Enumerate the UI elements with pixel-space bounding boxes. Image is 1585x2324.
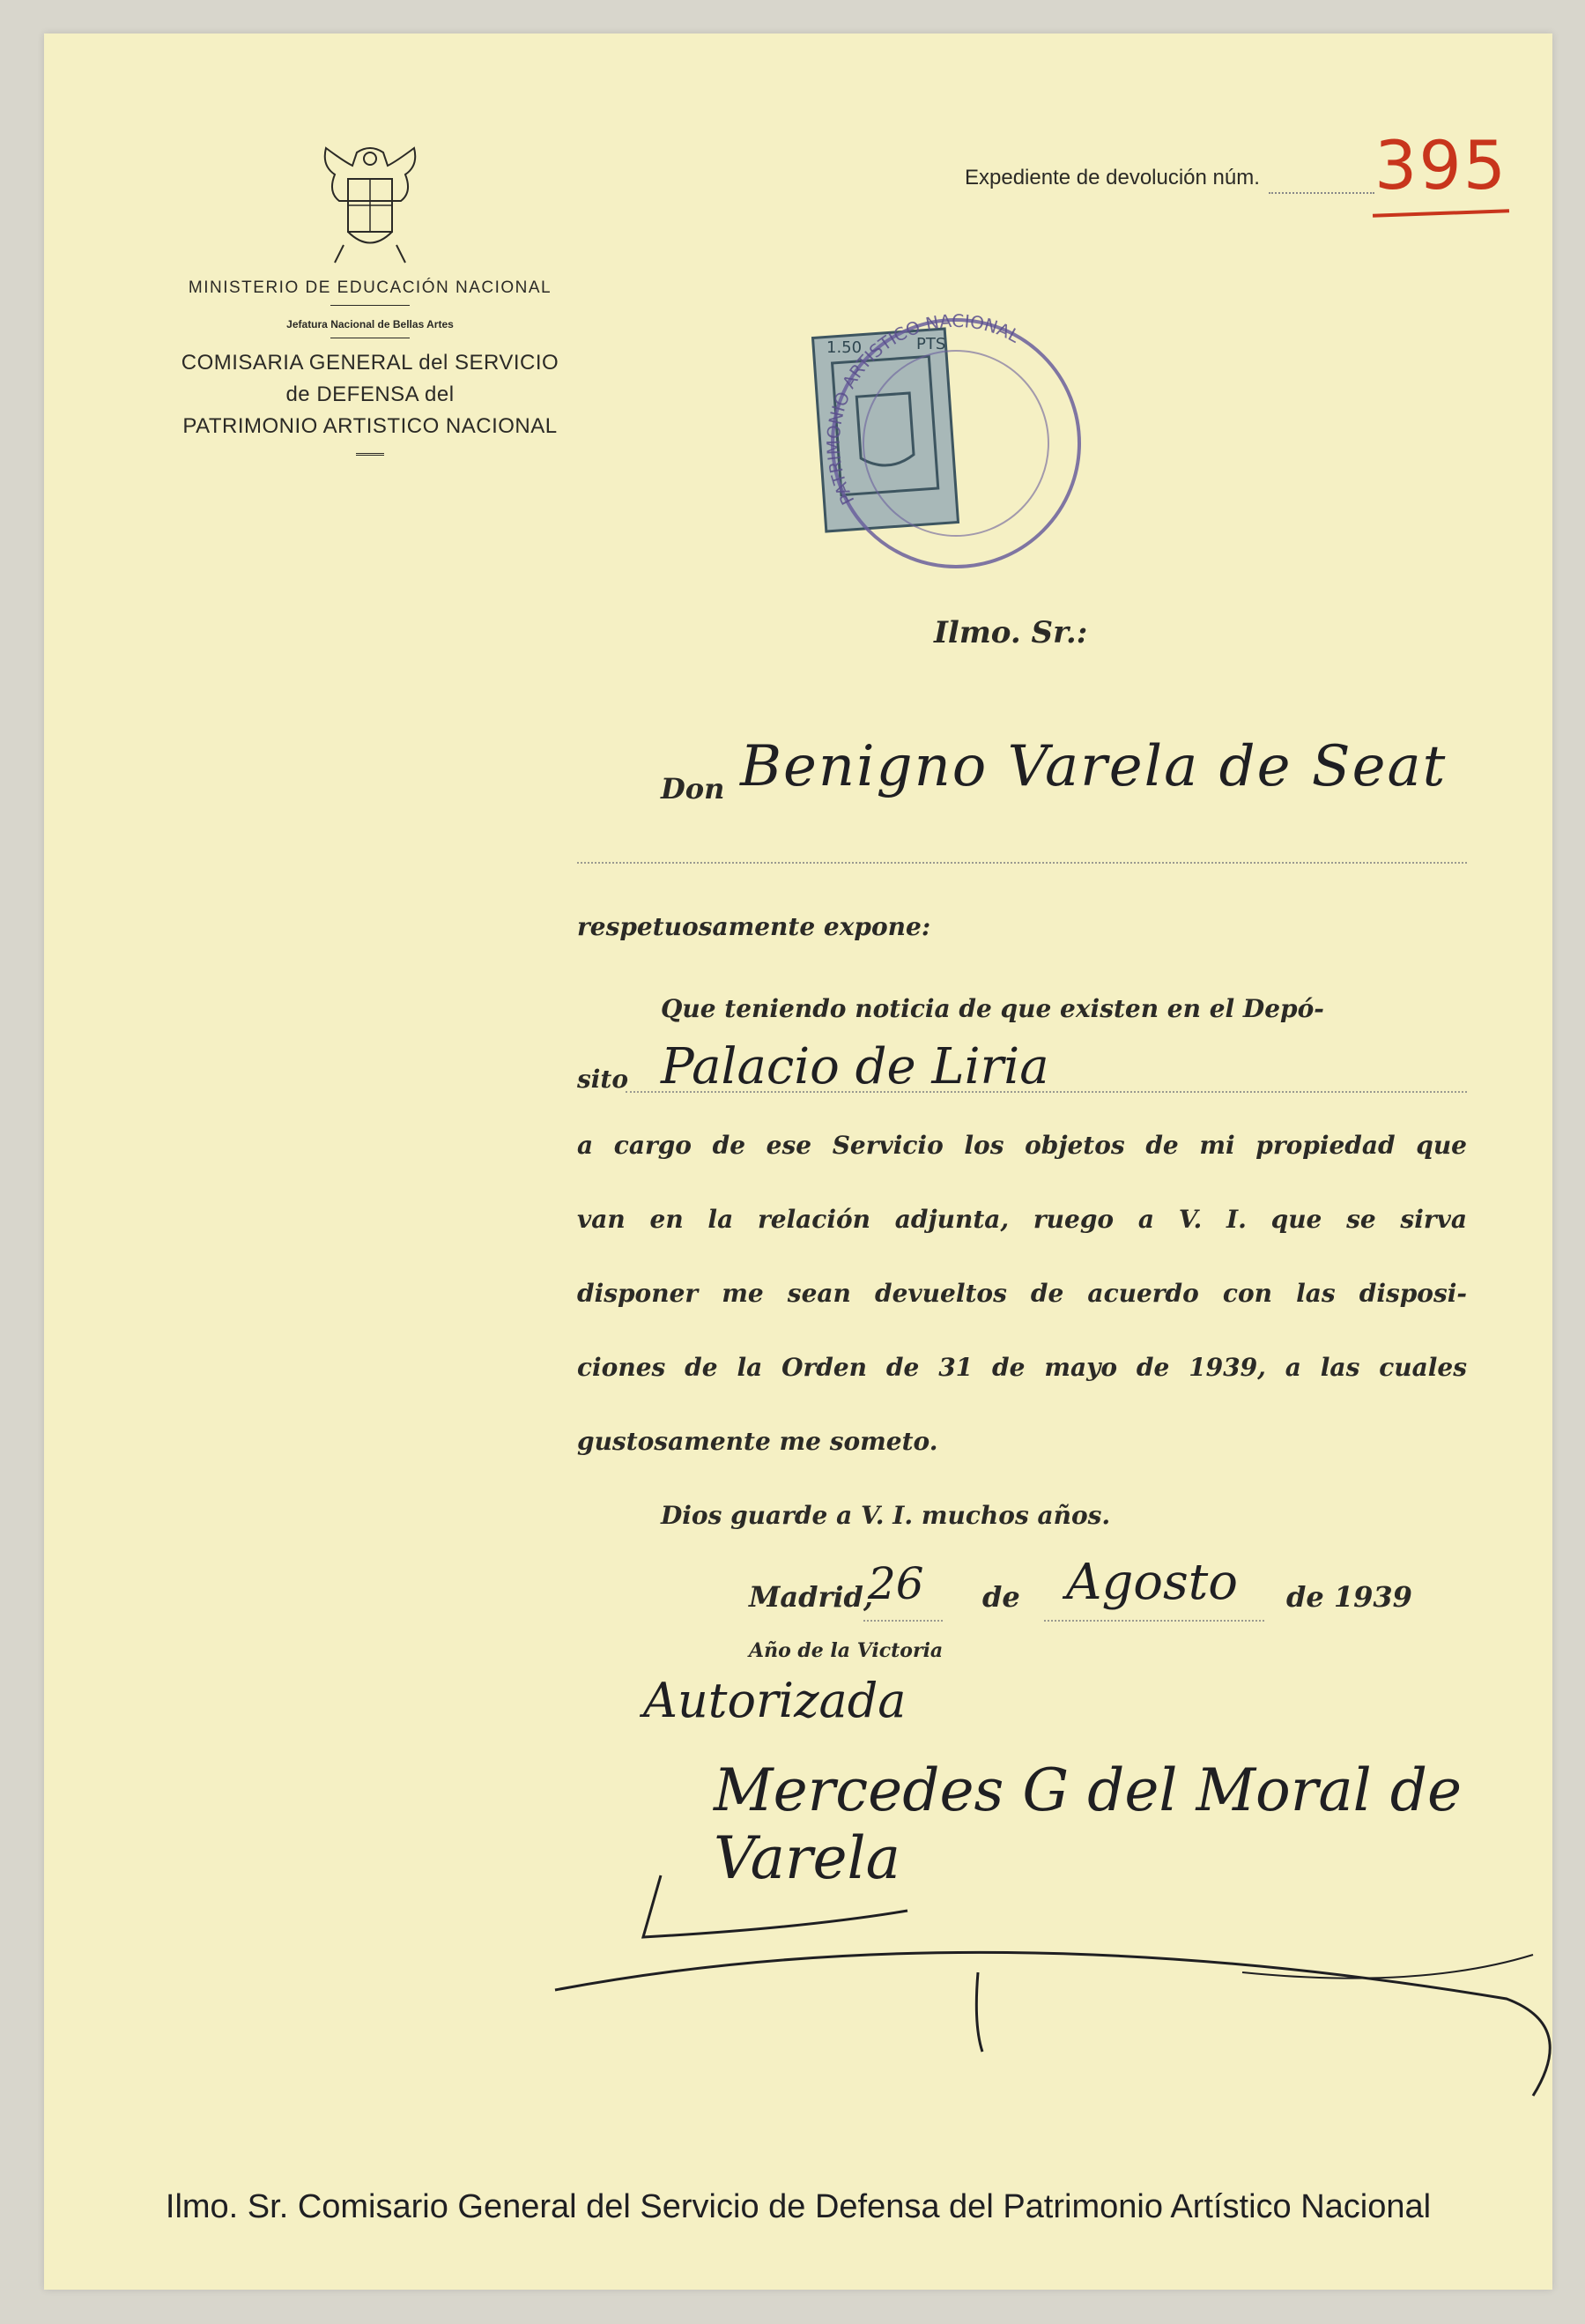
comisaria-name (141, 347, 599, 442)
deposito-dotline (626, 1091, 1467, 1093)
month-handwritten: Agosto (1066, 1554, 1238, 1611)
signature-handwritten: Mercedes G del Moral de Varela (714, 1756, 1463, 1892)
footer-addressee: Ilmo. Sr. Comisario General del Servicio de Defensa del Patrimonio Artístico Nacional (165, 2188, 1432, 2225)
comisaria-line-2: de DEFENSA del (285, 382, 455, 406)
expediente-underline (1373, 209, 1509, 217)
letterhead (141, 139, 599, 468)
signature-flourish (537, 1708, 1559, 2131)
body-paragraph (577, 1109, 1467, 1479)
day-handwritten: 26 (868, 1558, 924, 1609)
document-sheet (44, 33, 1552, 2290)
deposito-handwritten: Palacio de Liria (661, 1038, 1049, 1095)
fiscal-stamp (802, 298, 1084, 580)
name-dotline (577, 862, 1467, 864)
salutation: Ilmo. Sr.: (934, 615, 1088, 650)
autorizada-handwritten: Autorizada (643, 1673, 907, 1728)
year-label: de 1939 (1286, 1580, 1412, 1614)
paragraph-line: gustosamente me someto. (577, 1427, 938, 1456)
jefatura-name: Jefatura Nacional de Bellas Artes (286, 318, 454, 330)
place-label: Madrid, (749, 1580, 874, 1614)
expediente-number: 395 (1374, 126, 1508, 204)
paragraph-line: a cargo de ese Servicio los objetos de mi propiedad que (577, 1131, 1467, 1160)
month-dotline (1044, 1620, 1264, 1622)
stamp-unit: PTS (916, 335, 946, 353)
comisaria-line-3: PATRIMONIO ARTISTICO NACIONAL (182, 414, 558, 438)
expediente-dotline (1269, 192, 1374, 194)
comisaria-line-1: COMISARIA GENERAL del SERVICIO (181, 351, 559, 375)
paragraph-line: ciones de la Orden de 31 de mayo de 1939, a las cuales (577, 1353, 1467, 1382)
expone-line: respetuosamente expone: (577, 912, 931, 941)
double-rule (356, 453, 384, 457)
paragraph-line: van en la relación adjunta, ruego a V. I. que se sirva (577, 1205, 1467, 1234)
expediente-label: Expediente de devolución núm. (965, 166, 1260, 189)
applicant-name-handwritten: Benigno Varela de Seat (740, 734, 1448, 799)
coat-of-arms-icon (317, 139, 423, 271)
ministry-name: MINISTERIO DE EDUCACIÓN NACIONAL (188, 278, 552, 297)
don-label: Don (661, 772, 725, 806)
divider (330, 305, 410, 306)
victoria-label: Año de la Victoria (749, 1639, 944, 1662)
de-label: de (982, 1580, 1020, 1614)
closing-formula: Dios guarde a V. I. muchos años. (661, 1501, 1111, 1530)
stamp-value: 1.50 (826, 338, 863, 357)
deposito-label: sito (577, 1065, 629, 1094)
paragraph-line: disponer me sean devueltos de acuerdo con las disposi- (577, 1279, 1467, 1308)
day-dotline (863, 1620, 943, 1622)
paragraph-first-line: Que teniendo noticia de que existen en el Depó- (661, 994, 1324, 1023)
seal-text: PATRIMONIO ARTISTICO NACIONAL (822, 309, 1024, 509)
